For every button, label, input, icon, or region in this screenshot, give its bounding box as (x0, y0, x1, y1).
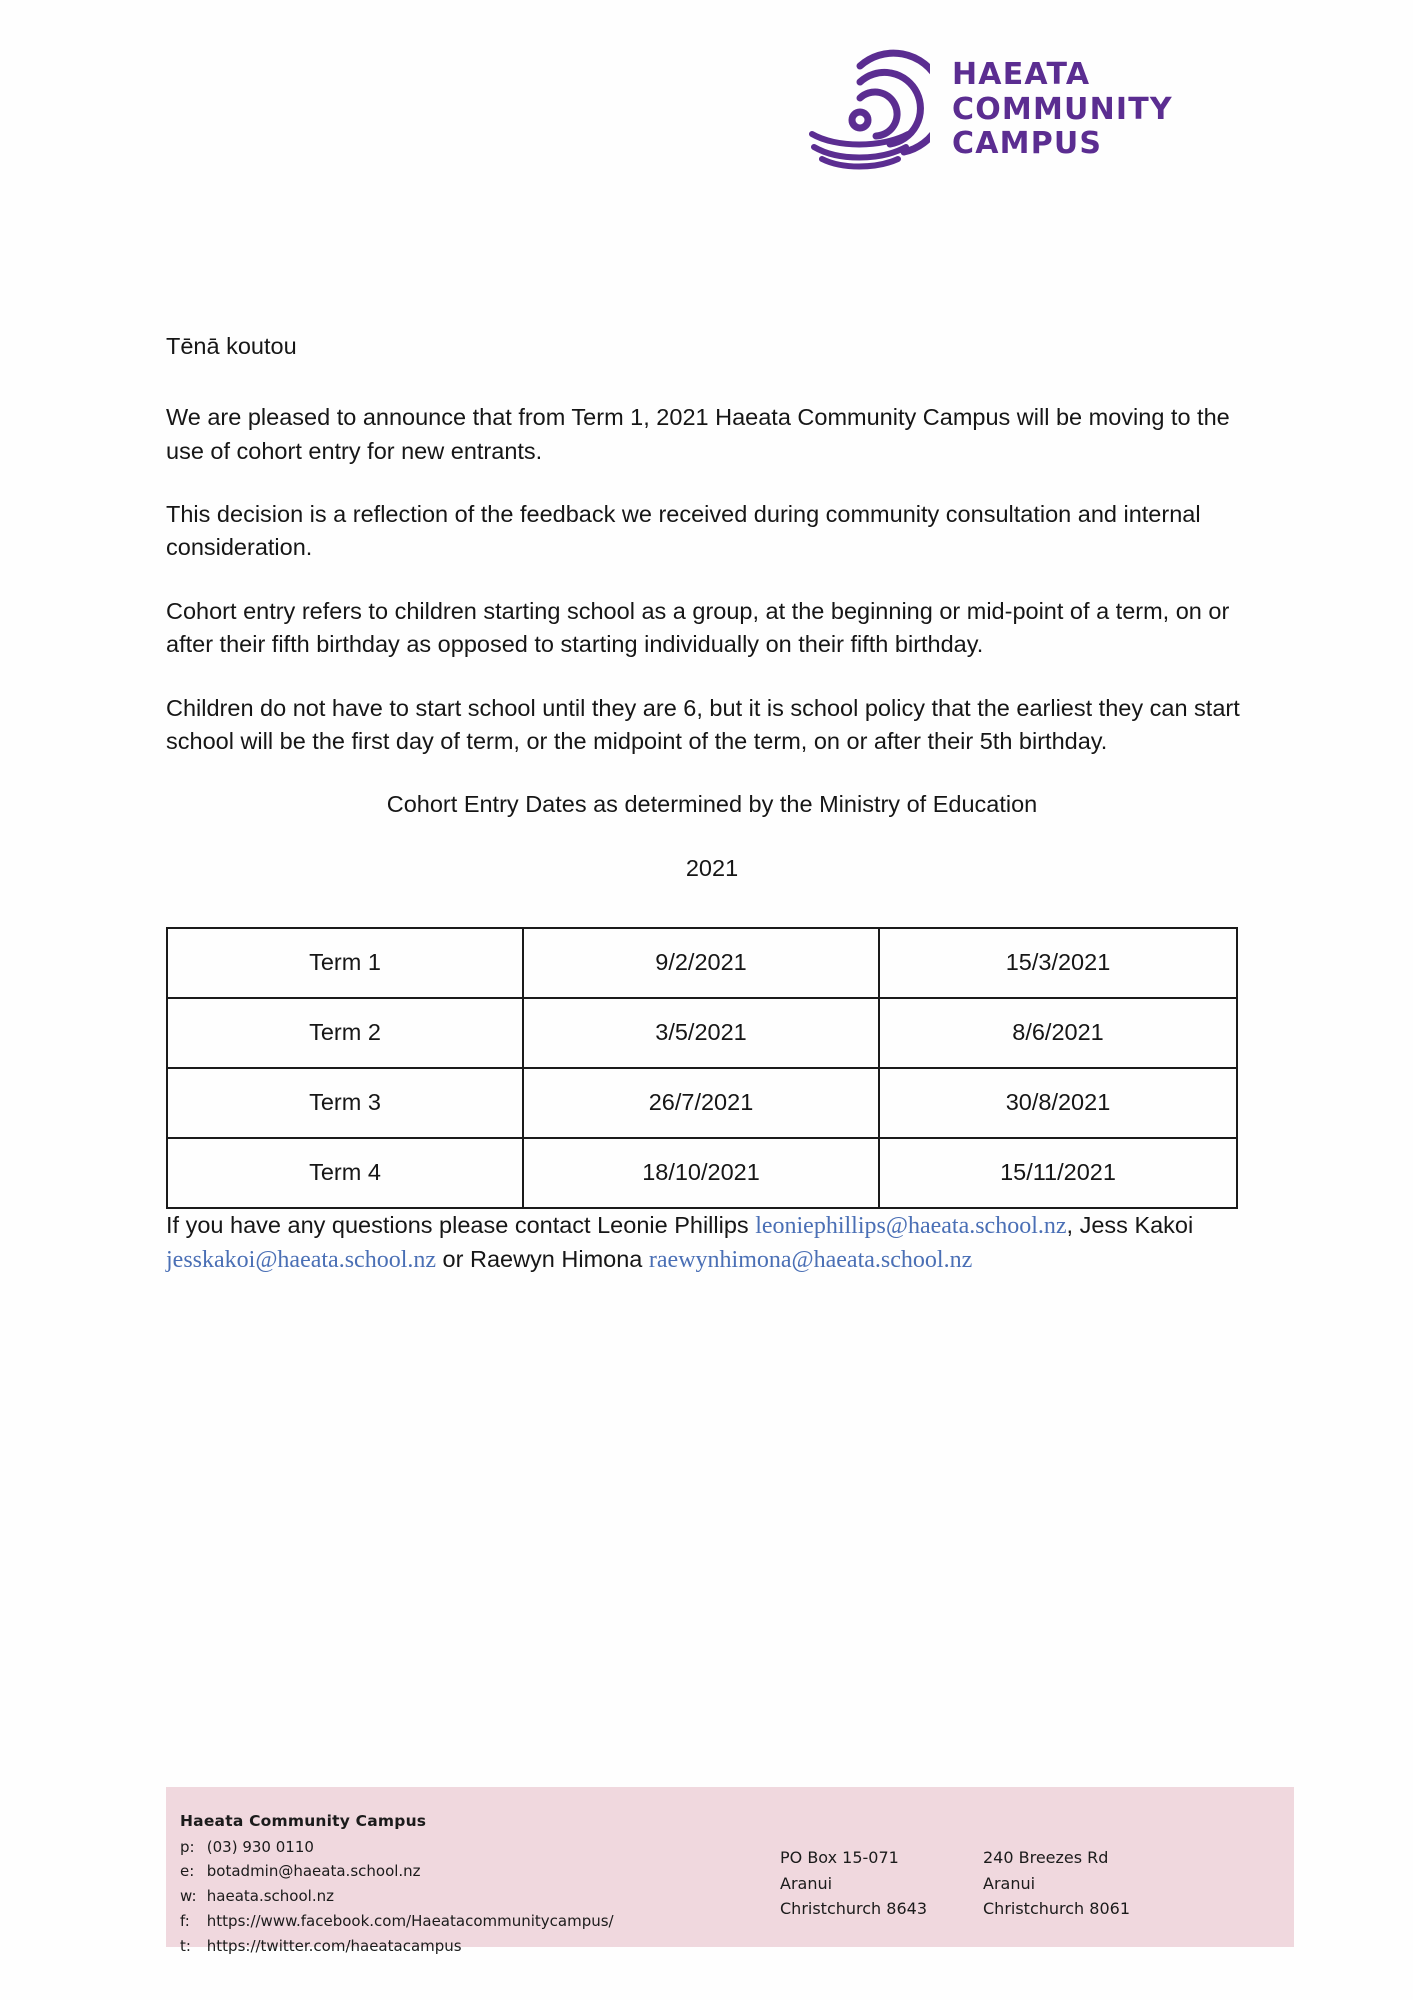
logo-line-2: COMMUNITY (952, 91, 1173, 127)
footer-twitter-row (180, 1934, 780, 1959)
footer-web-label: w: (180, 1887, 197, 1906)
footer-phone-label: p: (180, 1837, 195, 1856)
first-entry-date: 26/7/2021 (523, 1068, 879, 1138)
footer-org-name: Haeata Community Campus (180, 1812, 427, 1830)
footer-address-street-line-3: Christchurch 8061 (983, 1899, 1130, 1919)
logo-block (790, 40, 1270, 180)
footer (166, 1787, 1294, 1955)
footer-addresses (780, 1809, 1130, 1947)
footer-facebook-label: f: (180, 1911, 190, 1930)
second-entry-date: 15/11/2021 (879, 1138, 1237, 1208)
second-entry-date: 15/3/2021 (879, 928, 1237, 998)
footer-email-label: e: (180, 1862, 195, 1881)
table-row (167, 1138, 1237, 1208)
footer-address-street (983, 1845, 1130, 1947)
footer-address-postal-line-1: PO Box 15-071 (780, 1848, 899, 1867)
second-entry-date: 30/8/2021 (879, 1068, 1237, 1138)
haeata-koru-logo-icon (790, 48, 930, 173)
email-link-jess[interactable]: jesskakoi@haeata.school.nz (166, 1247, 437, 1274)
contact-paragraph (166, 1209, 1248, 1277)
footer-web-row (180, 1884, 780, 1909)
table-title: Cohort Entry Dates as determined by the Ministry of Education (386, 791, 1038, 818)
table-year: 2021 (685, 854, 739, 881)
footer-phone-value: (03) 930 0110 (206, 1837, 314, 1856)
email-link-raewyn[interactable]: raewynhimona@haeata.school.nz (648, 1247, 973, 1274)
first-entry-date: 3/5/2021 (523, 998, 879, 1068)
footer-address-street-line-1: 240 Breezes Rd (983, 1848, 1109, 1867)
first-entry-date: 18/10/2021 (523, 1138, 879, 1208)
term-label: Term 2 (167, 998, 523, 1068)
footer-twitter-label: t: (180, 1936, 191, 1955)
term-label: Term 1 (167, 928, 523, 998)
logo-line-3: CAMPUS (952, 126, 1103, 162)
footer-contact-details (166, 1809, 780, 1955)
greeting: Tēnā koutou (166, 333, 297, 359)
first-entry-date: 9/2/2021 (523, 928, 879, 998)
paragraph-3: Cohort entry refers to children starting school as a group, at the beginning or mid-point of a term, on or after their fifth birthday as opposed to starting individually on their fifth birthday. (166, 597, 1230, 658)
footer-email-row (180, 1859, 780, 1884)
footer-email-value[interactable]: botadmin@haeata.school.nz (206, 1862, 421, 1881)
logo-wordmark (952, 58, 1173, 162)
footer-phone-row (180, 1835, 780, 1860)
contact-mid-text-2: or Raewyn Himona (436, 1246, 649, 1273)
paragraph-1: We are pleased to announce that from Term 1, 2021 Haeata Community Campus will be moving to the use of cohort entry for new entrants. (166, 404, 1230, 464)
letter-body (166, 330, 1248, 1307)
footer-address-postal (780, 1845, 927, 1947)
footer-address-street-line-2: Aranui (983, 1873, 1036, 1893)
footer-facebook-row (180, 1909, 780, 1934)
logo-line-1: HAEATA (952, 56, 1091, 92)
table-row (167, 1068, 1237, 1138)
paragraph-2: This decision is a reflection of the feedback we received during community consultation and internal consideration. (166, 501, 1201, 561)
footer-address-postal-line-2: Aranui (780, 1873, 833, 1893)
table-row (167, 998, 1237, 1068)
footer-twitter-value[interactable]: https://twitter.com/haeatacampus (206, 1936, 462, 1955)
footer-web-value[interactable]: haeata.school.nz (206, 1887, 334, 1906)
footer-facebook-value[interactable]: https://www.facebook.com/Haeatacommunitycampus/ (206, 1911, 614, 1930)
paragraph-4: Children do not have to start school until they are 6, but it is school policy that the earliest they can start school will be the first day of term, or the midpoint of the term, on or after their 5th birthday. (166, 694, 1240, 754)
term-label: Term 4 (167, 1138, 523, 1208)
term-label: Term 3 (167, 1068, 523, 1138)
second-entry-date: 8/6/2021 (879, 998, 1237, 1068)
table-row (167, 928, 1237, 998)
cohort-entry-dates-table (166, 927, 1238, 1209)
email-link-leonie[interactable]: leoniephillips@haeata.school.nz (755, 1212, 1067, 1239)
contact-lead-text: If you have any questions please contact Leonie Phillips (166, 1211, 756, 1238)
footer-address-postal-line-3: Christchurch 8643 (780, 1899, 927, 1919)
contact-mid-text-1: , Jess Kakoi (1066, 1211, 1194, 1238)
